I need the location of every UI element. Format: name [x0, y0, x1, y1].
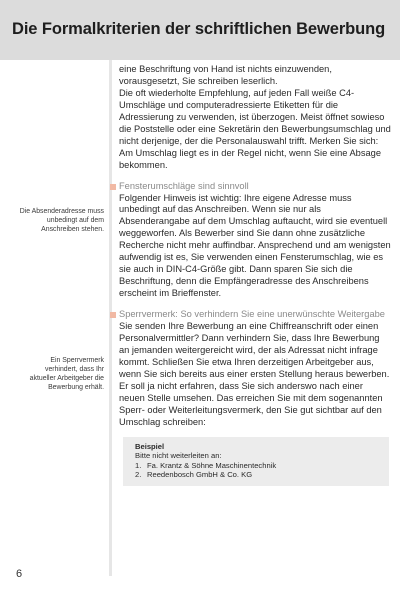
list-item: [135, 461, 383, 471]
example-title: Beispiel: [135, 441, 165, 451]
intro-paragraph: eine Beschriftung von Hand ist nichts einzuwenden, vorausgesetzt, Sie schreiben leserlich. Die oft wiederholte Empfehlung, auf jeden Fall weiße C4-Umschläge und computeradressierte Etiketten für die Adressierung zu verwenden, ist überzogen. Meist öffnet sowieso die Poststelle oder eine Sekretärin den Bewerbungsumschlag und nicht derjenige, der die Personalauswahl trifft. Merken Sie sich: Am Umschlag liegt es in der Regel nicht, wenn Sie eine Absage bekommen.: [119, 64, 391, 170]
margin-note-sender-address: Die Absenderadresse muss unbedingt auf dem Anschreiben stehen.: [19, 208, 104, 233]
heading-marker-square: [110, 312, 116, 318]
margin-note-blocking-notice: Ein Sperrvermerk verhindert, dass Ihr aktueller Arbeitgeber die Bewerbung erhält.: [29, 357, 104, 391]
list-item-number: 2.: [135, 470, 142, 480]
example-box: [123, 437, 389, 486]
section-heading-window-envelopes: [119, 181, 391, 193]
section-body-window-envelopes: Folgender Hinweis ist wichtig: Ihre eigene Adresse muss unbedingt auf das Anschreiben. Wenn sie nur als Absenderangabe auf dem Umschlag auftaucht, wird sie eventuell weggeworfen. Als Bewerber sind Sie dann ohne zusätzliche Recherche nicht mehr auffindbar. Ansprechend und am wenigsten aufwendig ist es, Sie verwenden einen Fensterumschlag, wie es sie auch in DIN-C4-Größe gibt. Dann sparen Sie sich die Beschriftung, denn die Empfängeradresse des Anschreibens erscheint im Brieffenster.: [119, 192, 391, 299]
list-item: [135, 470, 383, 480]
page-number: 6: [16, 568, 23, 580]
main-text-column: [119, 64, 391, 486]
page-header: [0, 0, 400, 60]
heading-marker-square: [110, 184, 116, 190]
section-heading-text: Sperrvermerk: So verhindern Sie eine unerwünschte Weitergabe: [119, 309, 385, 320]
example-list: [135, 461, 383, 480]
page-title: Die Formalkriterien der schriftlichen Bewerbung: [12, 20, 386, 38]
list-item-text: Fa. Krantz & Söhne Maschinentechnik: [147, 460, 277, 470]
example-intro: Bitte nicht weiterleiten an:: [135, 451, 222, 461]
list-item-text: Reedenbosch GmbH & Co. KG: [147, 470, 253, 480]
list-item-number: 1.: [135, 460, 142, 470]
section-heading-text: Fensterumschläge sind sinnvoll: [119, 180, 249, 191]
section-heading-blocking-notice: [119, 309, 391, 321]
section-body-blocking-notice: Sie senden Ihre Bewerbung an eine Chiffreanschrift oder einen Personalvermittler? Dann verhindern Sie, dass Ihre Bewerbung an jemanden weitergereicht wird, der als Adressat nicht infrage kommt. Schließen Sie etwa Ihren derzeitigen Arbeitgeber aus, wenn Sie sich bereits aus einer ersten Stellung heraus bewerben. Er soll ja nicht erfahren, dass Sie sich anderswo nach einer neuen Stelle umsehen. Das erreichen Sie mit dem sogenannten Sperr- oder Weiterleitungsvermerk, den Sie gut sichtbar auf den Umschlag schreiben:: [119, 321, 390, 427]
